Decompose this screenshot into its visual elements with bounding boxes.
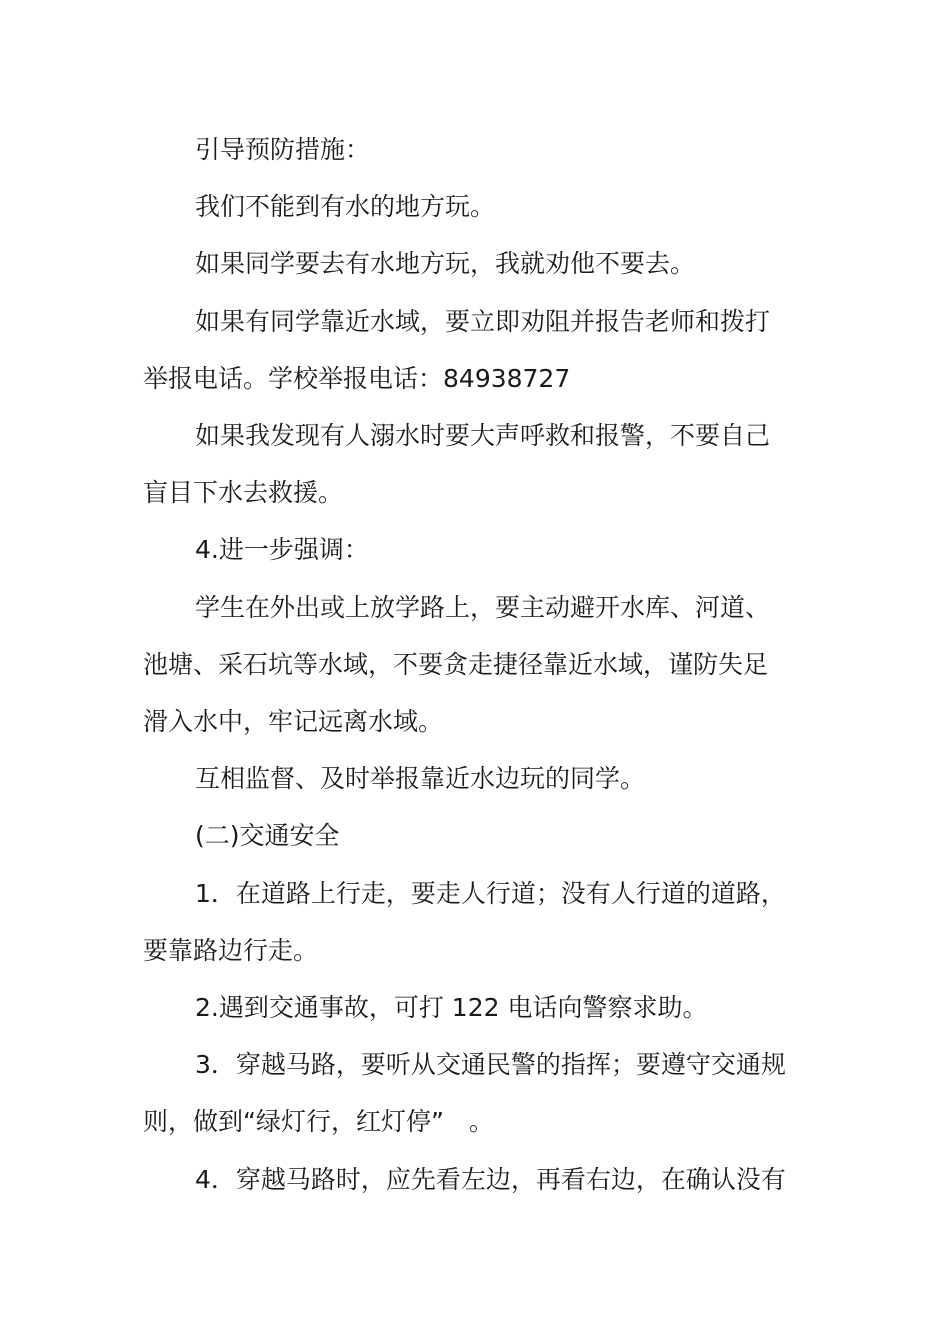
- paragraph-line: 3．穿越马路，要听从交通民警的指挥；要遵守交通规: [195, 1050, 786, 1080]
- paragraph-line: 盲目下水去救援。: [143, 478, 344, 508]
- paragraph: [143, 865, 811, 979]
- paragraph-prevention-heading: [143, 121, 811, 178]
- paragraph-line: 2.遇到交通事故，可打 122 电话向警察求助。: [195, 993, 708, 1023]
- paragraph-line: 如果同学要去有水地方玩，我就劝他不要去。: [195, 249, 696, 279]
- paragraph: [143, 178, 811, 235]
- paragraph: [143, 750, 811, 807]
- paragraph-emphasis-heading: [143, 521, 811, 578]
- paragraph: [143, 293, 811, 407]
- paragraph: [143, 979, 811, 1036]
- document-body: [143, 121, 811, 1208]
- paragraph-line: 滑入水中，牢记远离水域。: [143, 707, 444, 737]
- paragraph-line: 1．在道路上行走，要走人行道；没有人行道的道路，: [195, 878, 786, 908]
- paragraph: [143, 579, 811, 751]
- section-heading-traffic-safety: [143, 807, 811, 864]
- paragraph-line: 引导预防措施：: [195, 135, 371, 164]
- paragraph-line: 池塘、采石坑等水域，不要贪走捷径靠近水域，谨防失足: [143, 649, 769, 679]
- paragraph-line: 学生在外出或上放学路上，要主动避开水库、河道、: [195, 592, 771, 622]
- paragraph: [143, 1151, 811, 1208]
- paragraph-line: 互相监督、及时举报靠近水边玩的同学。: [195, 764, 646, 794]
- paragraph-line: 我们不能到有水的地方玩。: [195, 192, 496, 222]
- paragraph-line: 4．穿越马路时，应先看左边，再看右边，在确认没有: [195, 1164, 786, 1194]
- paragraph: [143, 235, 811, 292]
- paragraph-line: 如果有同学靠近水域，要立即劝阻并报告老师和拨打: [195, 306, 771, 336]
- paragraph: [143, 407, 811, 521]
- paragraph: [143, 1036, 811, 1150]
- paragraph-line: 要靠路边行走。: [143, 935, 319, 965]
- paragraph-line: 4.进一步强调：: [195, 535, 369, 565]
- paragraph-line: 如果我发现有人溺水时要大声呼救和报警，不要自己: [195, 421, 771, 451]
- paragraph-line: 举报电话。学校举报电话：84938727: [143, 363, 571, 393]
- paragraph-line: 则，做到“绿灯行，红灯停” 。: [143, 1107, 494, 1137]
- paragraph-line: (二)交通安全: [195, 821, 340, 851]
